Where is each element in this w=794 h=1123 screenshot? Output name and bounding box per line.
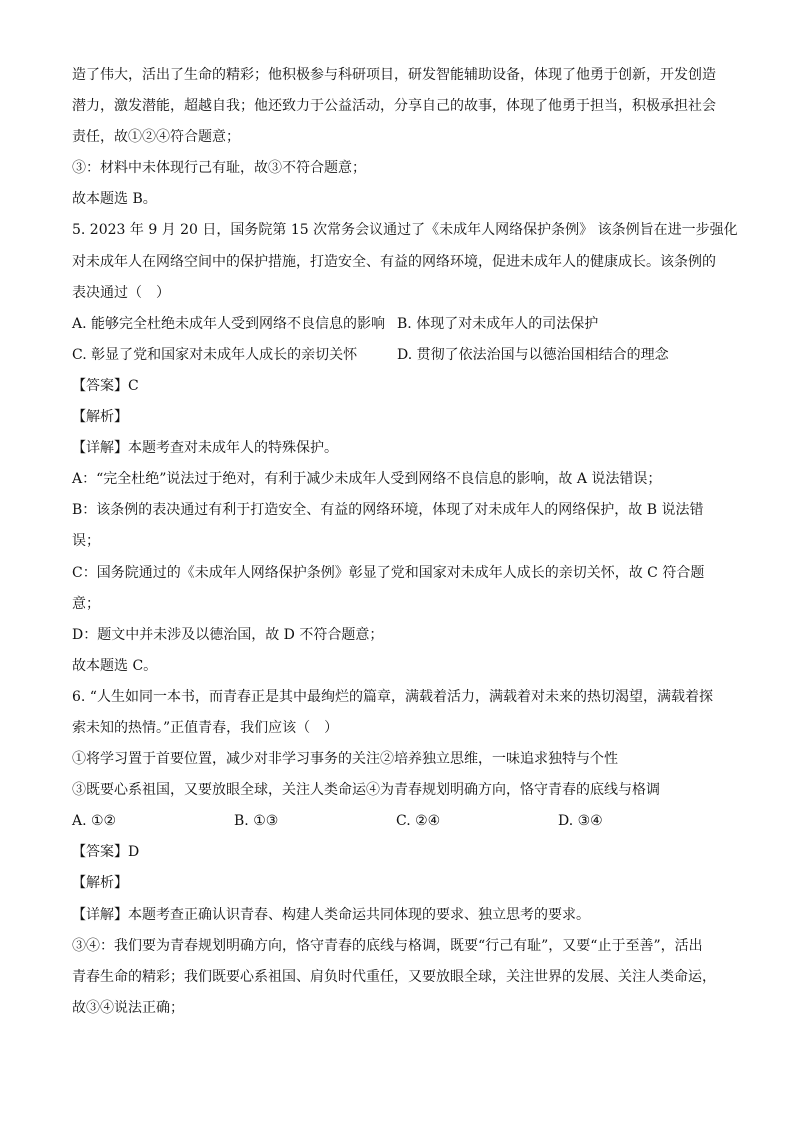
question-6-statement: ①将学习置于首要位置，减少对非学习事务的关注②培养独立思维，一味追求独特与个性 <box>72 751 618 768</box>
question-6-options-row <box>72 806 722 837</box>
analysis-label: 【解析】 <box>72 409 128 426</box>
question-6-stem: 6. “人生如同一本书，而青春正是其中最绚烂的篇章，满载着活力，满载着对未来的热切渴望，满载着探 <box>72 688 713 705</box>
question-6-statement: ③既要心系祖国，又要放眼全球，关注人类命运④为青春规划明确方向，恪守青春的底线与格调 <box>72 782 660 799</box>
question-5-stem: 表决通过（ ） <box>72 284 170 301</box>
question-5-options-row-2 <box>72 340 722 371</box>
text-line: 潜力，激发潜能，超越自我；他还致力于公益活动，分享自己的故事，体现了他勇于担当，积极承担社会 <box>72 98 716 115</box>
answer-label: 【答案】D <box>72 844 140 861</box>
question-6-stem: 索未知的热情。”正值青春，我们应该（ ） <box>72 719 339 736</box>
option-d: D. 贯彻了依法治国与以德治国相结合的理念 <box>397 346 669 363</box>
text-line: ③：材料中未体现行己有耻，故③不符合题意； <box>72 160 366 177</box>
detail-line: 【详解】本题考查对未成年人的特殊保护。 <box>72 440 338 457</box>
detail-line: 意； <box>72 595 100 612</box>
detail-line: 误； <box>72 533 100 550</box>
option-b: B. ①③ <box>234 813 279 830</box>
option-b: B. 体现了对未成年人的司法保护 <box>397 315 599 332</box>
analysis-label: 【解析】 <box>72 875 128 892</box>
text-line: 责任，故①②④符合题意； <box>72 129 240 146</box>
text-line: 造了伟大，活出了生命的精彩；他积极参与科研项目，研发智能辅助设备，体现了他勇于创新，开发创造 <box>72 67 716 83</box>
option-c: C. ②④ <box>396 813 441 830</box>
detail-line: 故本题选 C。 <box>72 657 158 674</box>
option-a: A. ①② <box>72 813 117 830</box>
detail-line: 故③④说法正确； <box>72 999 184 1016</box>
detail-line: A：“完全杜绝”说法过于绝对，有利于减少未成年人受到网络不良信息的影响，故 A 说法错误； <box>72 471 662 488</box>
detail-line: D：题文中并未涉及以德治国，故 D 不符合题意； <box>72 626 384 643</box>
option-d: D. ③④ <box>558 813 603 830</box>
question-5-options-row-1 <box>72 309 722 340</box>
document-page <box>72 60 738 1024</box>
text-line: 故本题选 B。 <box>72 191 157 208</box>
question-5-stem: 对未成年人在网络空间中的保护措施，打造安全、有益的网络环境，促进未成年人的健康成长。该条例的 <box>72 253 716 270</box>
option-c: C. 彰显了党和国家对未成年人成长的亲切关怀 <box>72 346 358 363</box>
answer-label: 【答案】C <box>72 377 139 394</box>
detail-line: B：该条例的表决通过有利于打造安全、有益的网络环境，体现了对未成年人的网络保护，故 B 说法错 <box>72 502 704 519</box>
question-5-stem: 5. 2023 年 9 月 20 日，国务院第 15 次常务会议通过了《未成年人网络保护条例》 该条例旨在进一步强化 <box>72 222 738 239</box>
detail-line: ③④：我们要为青春规划明确方向，恪守青春的底线与格调，既要“行己有耻”，又要“止于至善”，活出 <box>72 937 703 954</box>
detail-line: 【详解】本题考查正确认识青春、构建人类命运共同体现的要求、独立思考的要求。 <box>72 906 590 923</box>
detail-line: C：国务院通过的《未成年人网络保护条例》彰显了党和国家对未成年人成长的亲切关怀，故 C 符合题 <box>72 564 705 581</box>
detail-line: 青春生命的精彩；我们既要心系祖国、肩负时代重任，又要放眼全球，关注世界的发展、关注人类命运， <box>72 968 716 985</box>
option-a: A. 能够完全杜绝未成年人受到网络不良信息的影响 <box>72 315 386 332</box>
